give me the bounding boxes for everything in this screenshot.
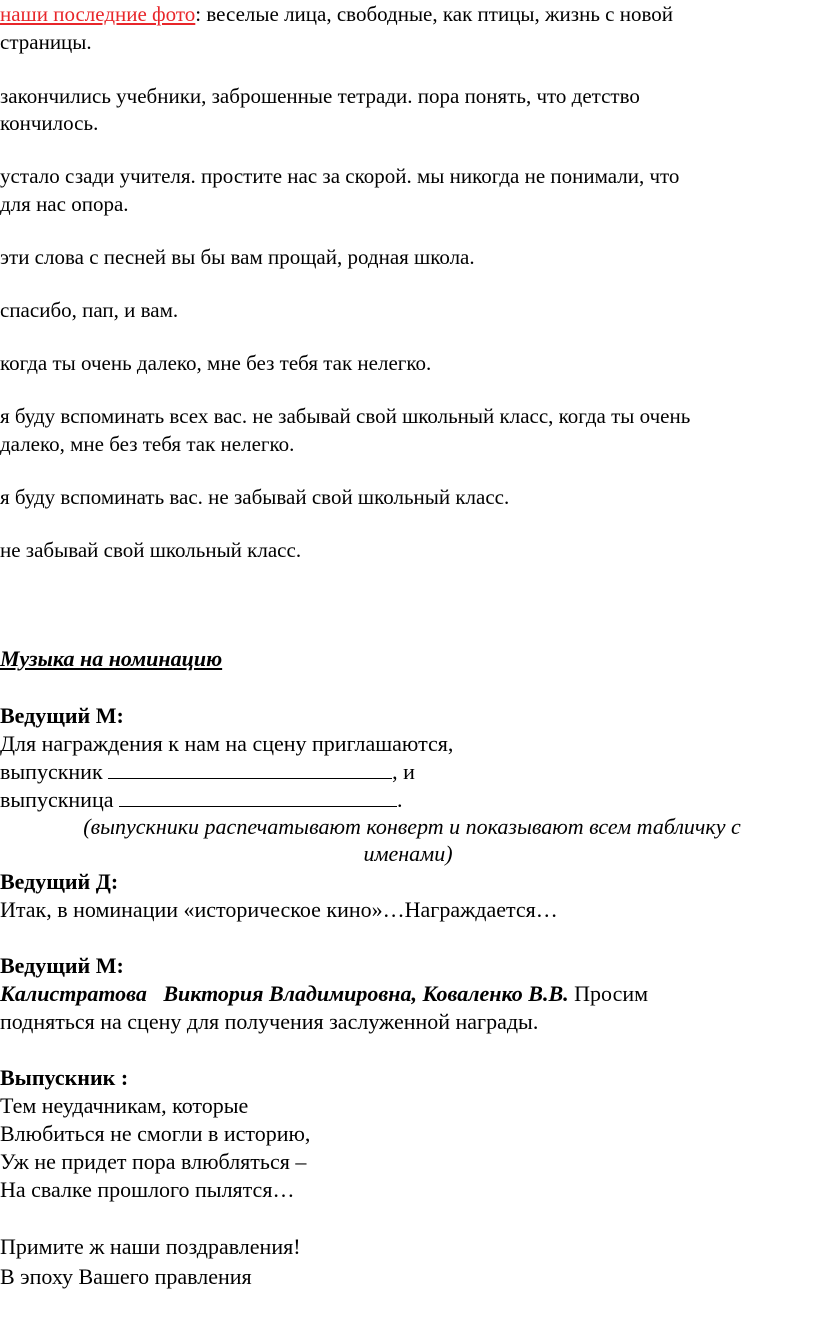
photos-link[interactable]: наши последние фото	[0, 2, 196, 26]
poem-line: для нас опора.	[0, 192, 129, 216]
awardees-names: Калистратова Виктория Владимировна, Коваленко В.В.	[0, 981, 569, 1006]
verse-line: Влюбиться не смогли в историю,	[0, 1121, 311, 1146]
poem-line: устало сзади учителя. простите нас за скорой. мы никогда не понимали, что	[0, 164, 680, 188]
graduate-male-label: выпускник	[0, 759, 103, 784]
speaker-label: Ведущий М:	[0, 953, 124, 978]
poem-line: закончились учебники, заброшенные тетради. пора понять, что детство	[0, 84, 640, 108]
poem-line: кончилось.	[0, 111, 99, 135]
verse-line: Уж не придет пора влюбляться –	[0, 1149, 307, 1174]
verse-line: Тем неудачникам, которые	[0, 1093, 249, 1118]
speaker-label: Ведущий Д:	[0, 869, 119, 894]
verse-line: В эпоху Вашего правления	[0, 1264, 252, 1289]
stage-direction-line1: (выпускники распечатывают конверт и показывают всем табличку с	[83, 814, 741, 839]
poem-line	[0, 1, 673, 28]
stage-direction	[0, 840, 816, 868]
name-blank	[108, 758, 392, 779]
poem-text: : веселые лица, свободные, как птицы, жизнь с новой	[195, 2, 673, 26]
poem-line: эти слова с песней вы бы вам прощай, родная школа.	[0, 245, 475, 269]
invite-line: Для награждения к нам на сцену приглашаются,	[0, 731, 454, 756]
poem-line: не забывай свой школьный класс.	[0, 538, 302, 562]
stage-direction	[0, 813, 816, 841]
poem-line: далеко, мне без тебя так нелегко.	[0, 432, 295, 456]
verse-line: На свалке прошлого пылятся…	[0, 1177, 295, 1202]
name-blank	[119, 786, 397, 807]
graduate-male-tail: , и	[392, 759, 415, 784]
nomination-line: Итак, в номинации «историческое кино»…Награждается…	[0, 897, 558, 922]
speaker-label: Выпускник :	[0, 1065, 129, 1090]
verse-line: Примите ж наши поздравления!	[0, 1234, 301, 1259]
stage-direction-line2: именами)	[363, 841, 453, 866]
graduate-female-line	[0, 786, 402, 814]
award-line: подняться на сцену для получения заслуженной награды.	[0, 1009, 539, 1034]
awardees-tail: Просим	[568, 981, 649, 1006]
speaker-label: Ведущий М:	[0, 703, 124, 728]
poem-line: я буду вспоминать всех вас. не забывай свой школьный класс, когда ты очень	[0, 404, 691, 428]
awardees-line	[0, 980, 648, 1008]
poem-line: когда ты очень далеко, мне без тебя так нелегко.	[0, 351, 432, 375]
section-heading: Музыка на номинацию	[0, 646, 223, 671]
graduate-female-tail: .	[396, 787, 403, 812]
poem-line: я буду вспоминать вас. не забывай свой школьный класс.	[0, 485, 510, 509]
graduate-female-label: выпускница	[0, 787, 114, 812]
graduate-male-line	[0, 758, 415, 786]
poem-line: страницы.	[0, 30, 92, 54]
poem-line: спасибо, пап, и вам.	[0, 298, 179, 322]
